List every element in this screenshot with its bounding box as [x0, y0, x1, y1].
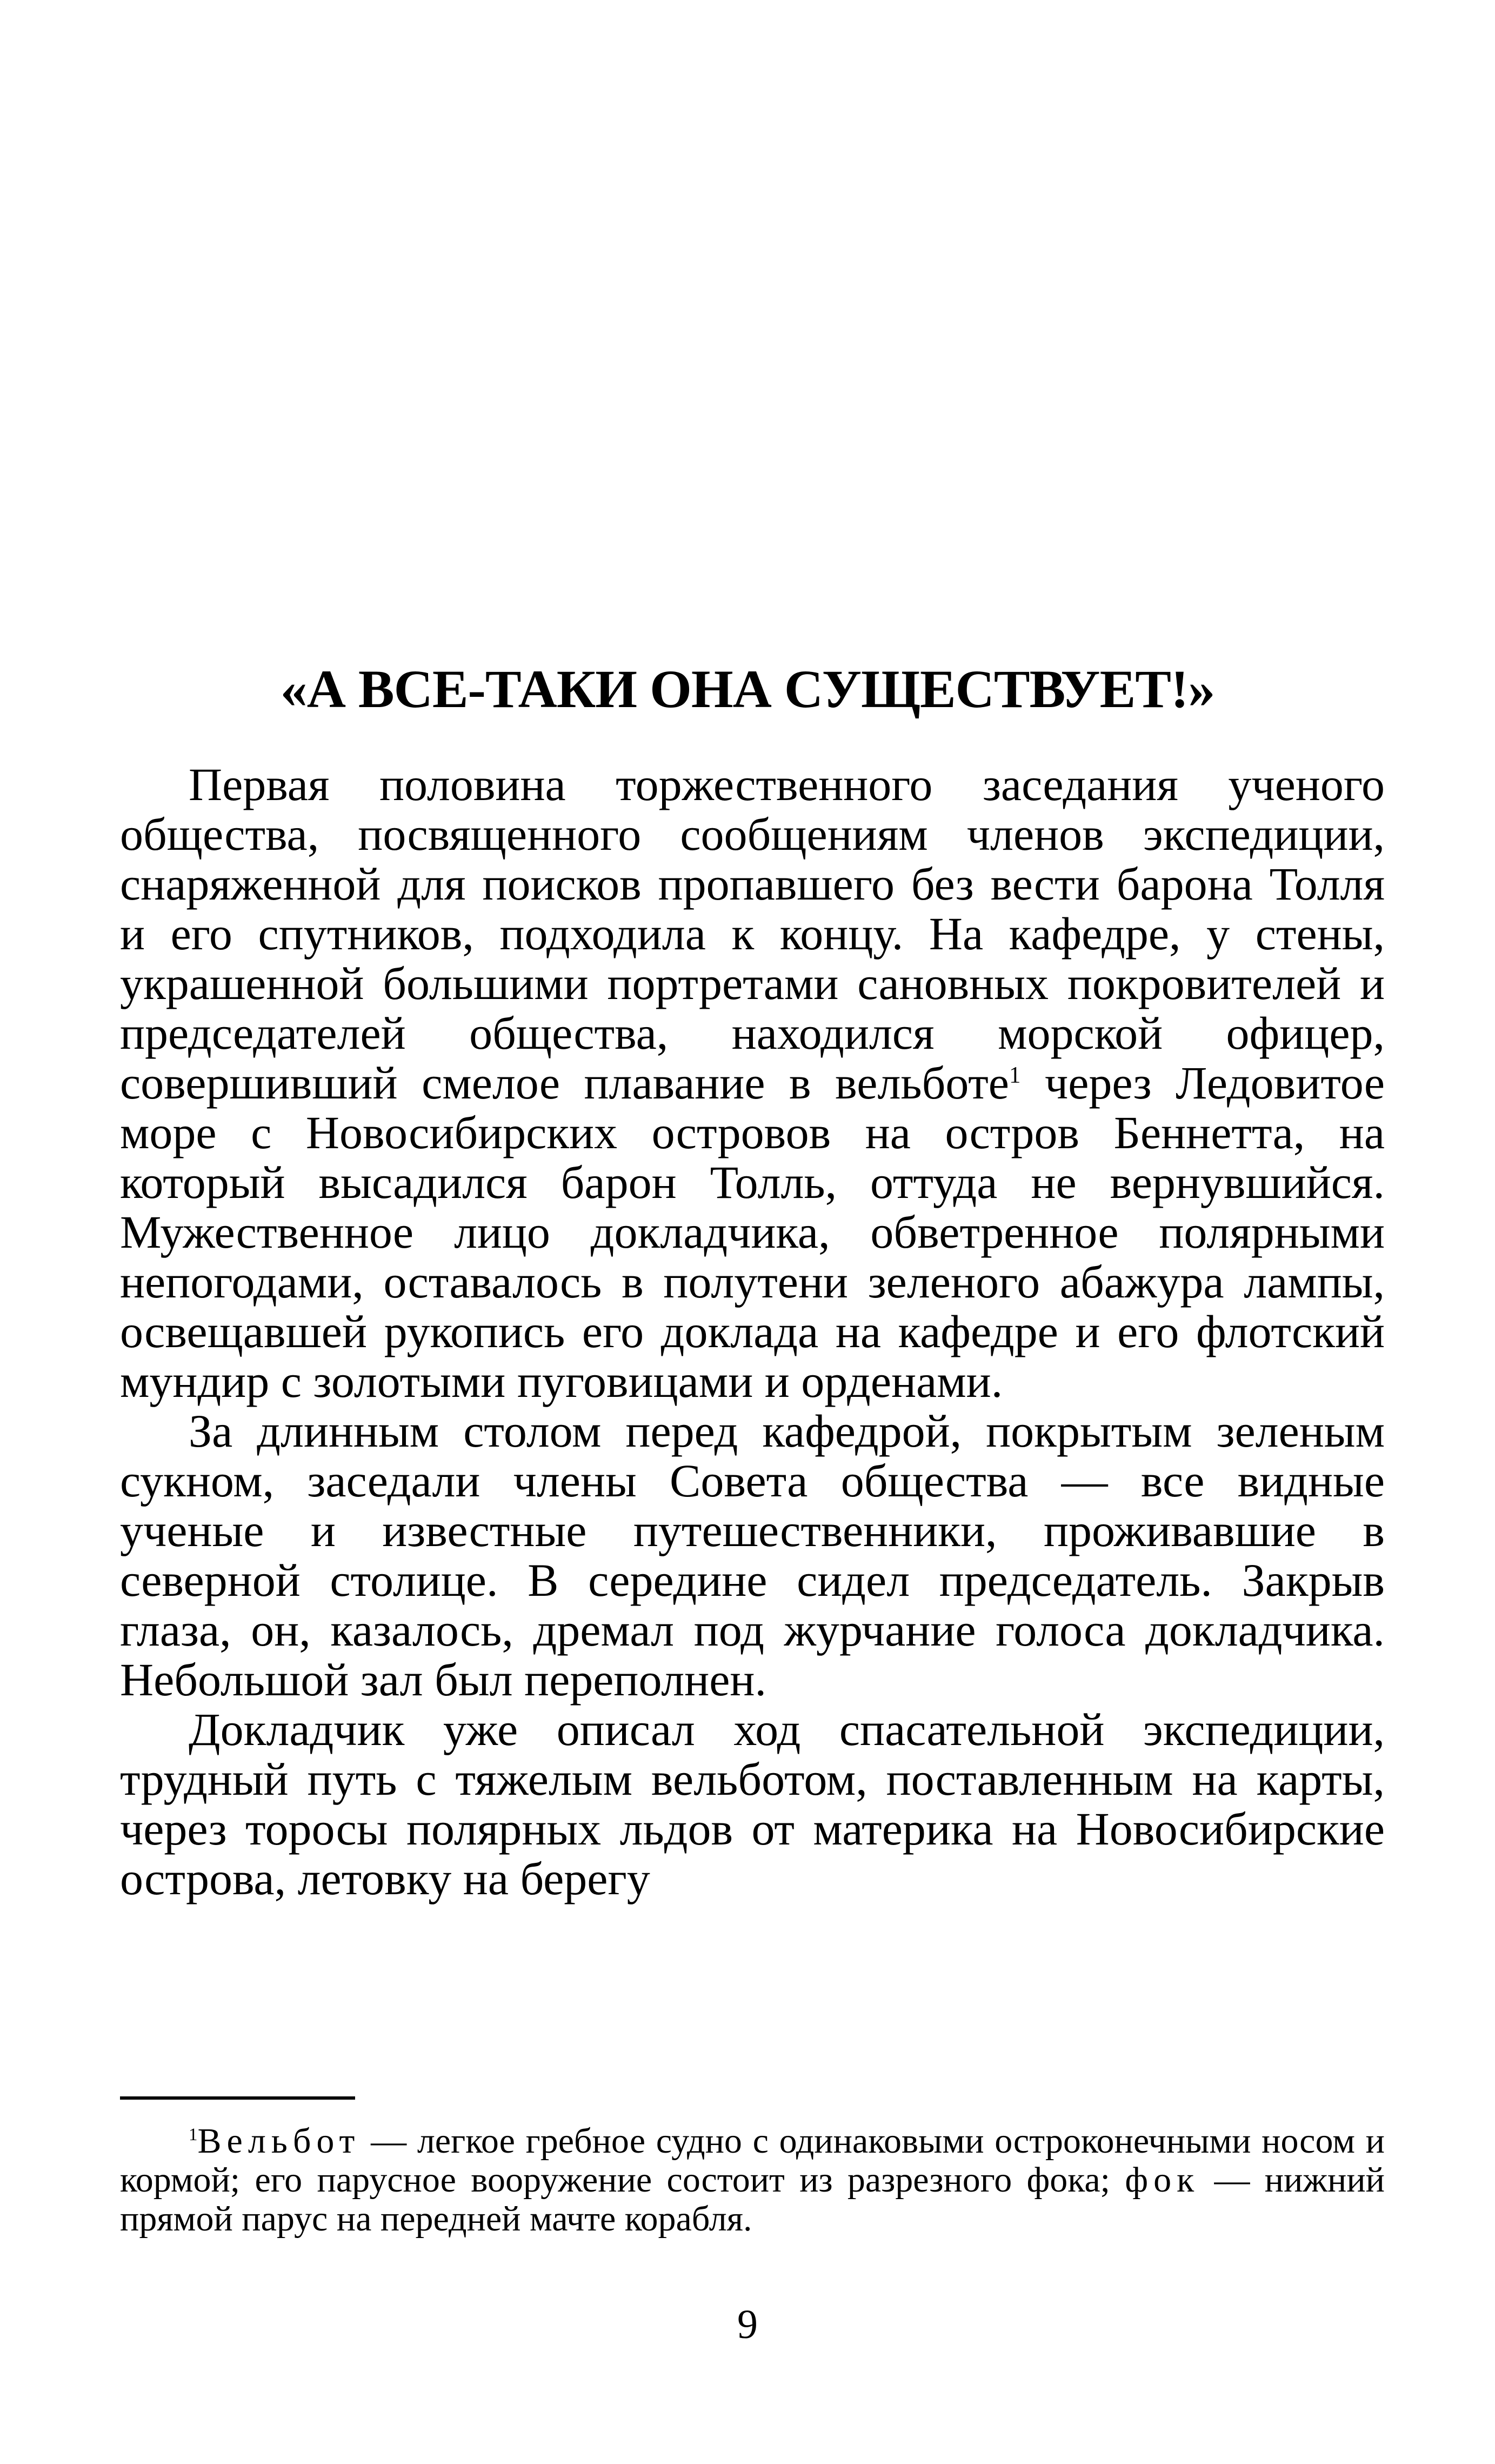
paragraph-1 — [120, 760, 1385, 1406]
body-text — [120, 760, 1385, 1903]
paragraph-3: Докладчик уже описал ход спасательной экспедиции, трудный путь с тяжелым вельботом, поставленным на карты, через торосы полярных льдов от материка на Новосибирские острова, летовку на берегу — [120, 1703, 1385, 1904]
footnote-text-1: — легкое гребное судно с одинаковыми остроконечными носом и кормой; его парусное вооружение состоит из разрезного фока; — [120, 2121, 1385, 2200]
footnote-ref: 1 — [1009, 1062, 1021, 1088]
paragraph-1-start: Первая половина торжественного заседания ученого общества, посвященного сообщениям членов экспедиции, снаряженной для поисков пропавшего без вести барона Толля и его спутников, подходила к концу. На кафедре, у стены, украшенной большими портретами сановных покровителей и председателей общества, находился морской офицер, совершивший смелое плавание в вельботе — [120, 758, 1385, 1109]
paragraph-2: За длинным столом перед кафедрой, покрытым зеленым сукном, заседали члены Совета общества — все видные ученые и известные путешественники, проживавшие в северной столице. В середине сидел председатель. Закрыв глаза, он, казалось, дремал под журчание голоса докладчика. Небольшой зал был переполнен. — [120, 1405, 1385, 1706]
page-number: 9 — [737, 2302, 758, 2347]
paragraph-1-end: через Ледовитое море с Новосибирских островов на остров Беннетта, на который высадился барон Толль, оттуда не вернувшийся. Мужественное лицо докладчика, обветренное полярными непогодами, оставалось в полутени зеленого абажура лампы, освещавшей рукопись его доклада на кафедре и его флотский мундир с золотыми пуговицами и орденами. — [120, 1057, 1385, 1407]
footnote-term-1: Вельбот — [197, 2121, 361, 2161]
footnote — [120, 2122, 1385, 2239]
footnote-term-2: фок — [1125, 2160, 1200, 2200]
footnote-marker: 1 — [189, 2125, 198, 2145]
chapter-title: «А ВСЕ-ТАКИ ОНА СУЩЕСТВУЕТ!» — [280, 659, 1215, 719]
footnote-text-2: — нижний прямой парус на передней мачте корабля. — [120, 2160, 1385, 2239]
footnote-divider — [120, 2096, 355, 2100]
